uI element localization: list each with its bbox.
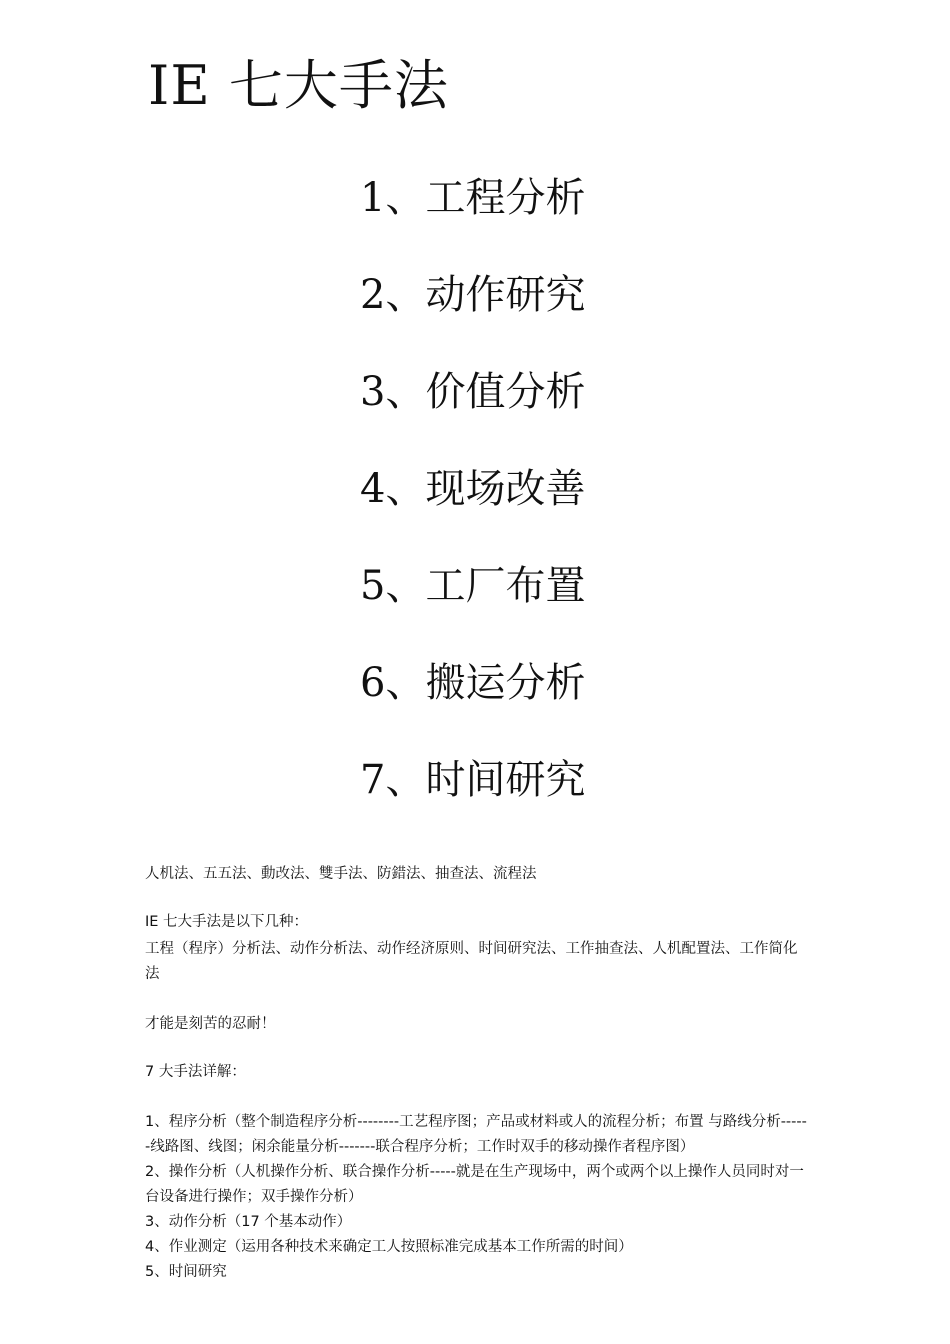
method-item: 6、搬运分析 [360,660,586,706]
method-item: 5、工厂布置 [360,563,586,609]
intro-heading: IE 七大手法是以下几种： [145,914,309,930]
method-item: 7、时间研究 [360,757,586,803]
details-heading: 7 大手法详解： [145,1064,246,1080]
method-item: 3、价值分析 [360,369,586,415]
method-item: 1、工程分析 [360,175,586,221]
document-title: IE 七大手法 [148,54,449,117]
motto: 才能是刻苦的忍耐！ [145,1016,276,1032]
method-item: 4、现场改善 [360,466,586,512]
detail-item: 3、动作分析（17 个基本动作） [145,1214,352,1230]
method-item: 2、动作研究 [360,272,586,318]
methods-line: 人机法、五五法、動改法、雙手法、防錯法、抽查法、流程法 [145,866,537,882]
method-list [360,168,585,847]
detail-item: 1、程序分析（整个制造程序分析--------工艺程序图；产品或材料或人的流程分析；布置 与路线分析------线路图、线图；闲余能量分析-------联合程序分析；工作时双手的移动操作者程序图） [145,1114,807,1155]
detail-list [145,1110,810,1285]
intro-list: 工程（程序）分析法、动作分析法、动作经济原则、时间研究法、工作抽查法、人机配置法、工作简化法 [145,941,798,982]
detail-item: 2、操作分析（人机操作分析、联合操作分析-----就是在生产现场中，两个或两个以上操作人员同时对一台设备进行操作；双手操作分析） [145,1164,804,1205]
detail-item: 4、作业测定（运用各种技术来确定工人按照标准完成基本工作所需的时间） [145,1239,633,1255]
detail-item: 5、时间研究 [145,1264,227,1280]
